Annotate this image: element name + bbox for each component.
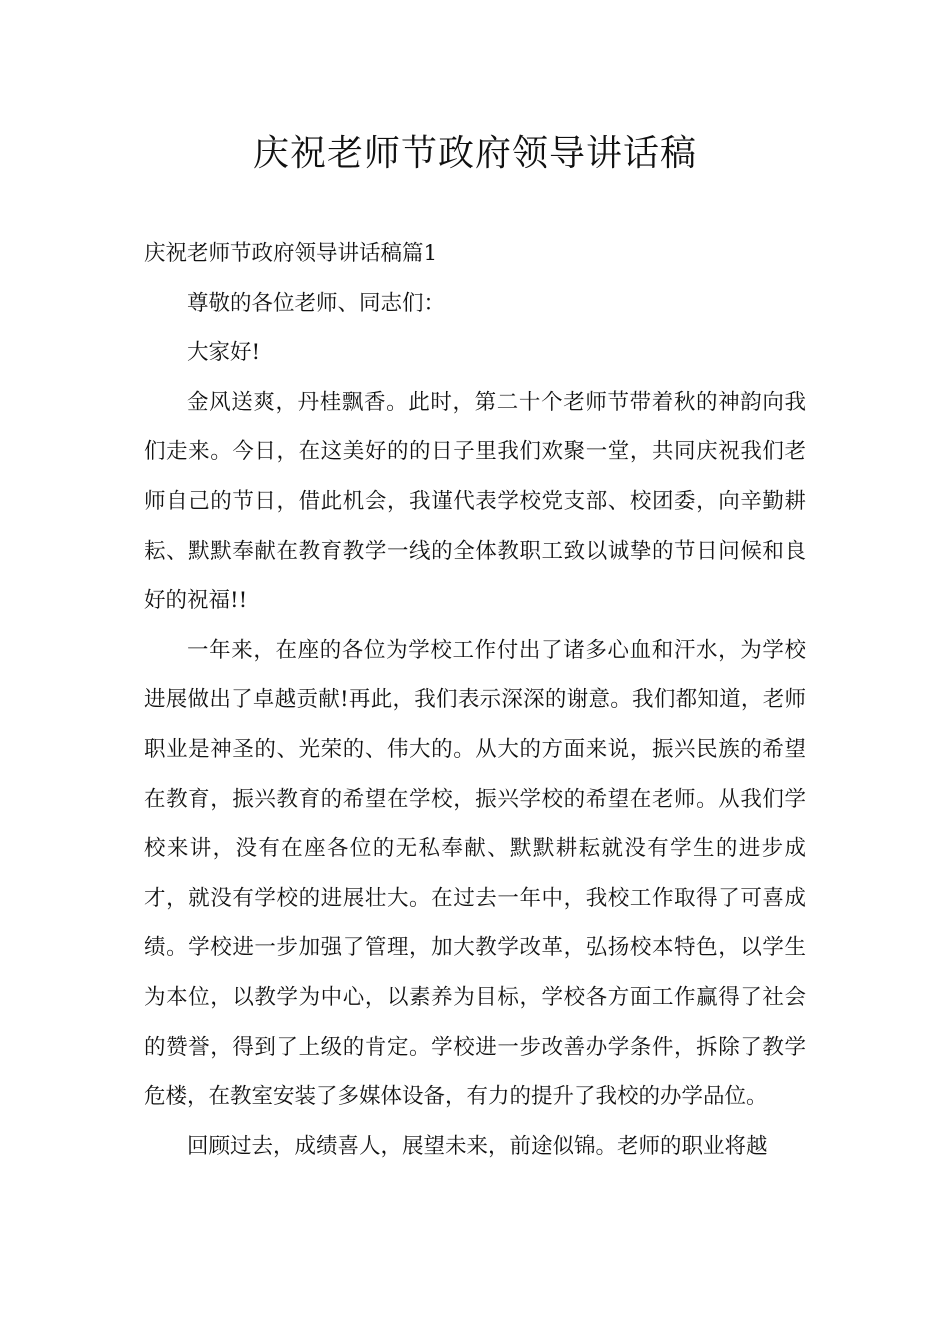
body-paragraph-1: 金风送爽，丹桂飘香。此时，第二十个老师节带着秋的神韵向我们走来。今日，在这美好的的日子里我们欢聚一堂，共同庆祝我们老师自己的节日，借此机会，我谨代表学校党支部、校团委，向辛勤耕耘、默默奉献在教育教学一线的全体教职工致以诚挚的节日问候和良好的祝福!!	[144, 389, 806, 614]
greeting-paragraph: 大家好!	[187, 340, 261, 366]
body-paragraph-2: 一年来，在座的各位为学校工作付出了诸多心血和汗水，为学校进展做出了卓越贡献!再此，我们表示深深的谢意。我们都知道，老师职业是神圣的、光荣的、伟大的。从大的方面来说，振兴民族的希望在教育，振兴教育的希望在学校，振兴学校的希望在老师。从我们学校来讲，没有在座各位的无私奉献、默默耕耘就没有学生的进步成才，就没有学校的进展壮大。在过去一年中，我校工作取得了可喜成绩。学校进一步加强了管理，加大教学改革，弘扬校本特色，以学生为本位，以教学为中心，以素养为目标，学校各方面工作赢得了社会的赞誉，得到了上级的肯定。学校进一步改善办学条件，拆除了教学危楼，在教室安装了多媒体设备，有力的提升了我校的办学品位。	[144, 637, 806, 1110]
salutation-paragraph: 尊敬的各位老师、同志们：	[187, 290, 446, 316]
document-title: 庆祝老师节政府领导讲话稿	[252, 133, 697, 174]
document-body	[144, 229, 806, 1171]
section-heading: 庆祝老师节政府领导讲话稿篇1	[144, 241, 438, 266]
body-paragraph-3: 回顾过去，成绩喜人，展望未来，前途似锦。老师的职业将越	[187, 1133, 768, 1159]
